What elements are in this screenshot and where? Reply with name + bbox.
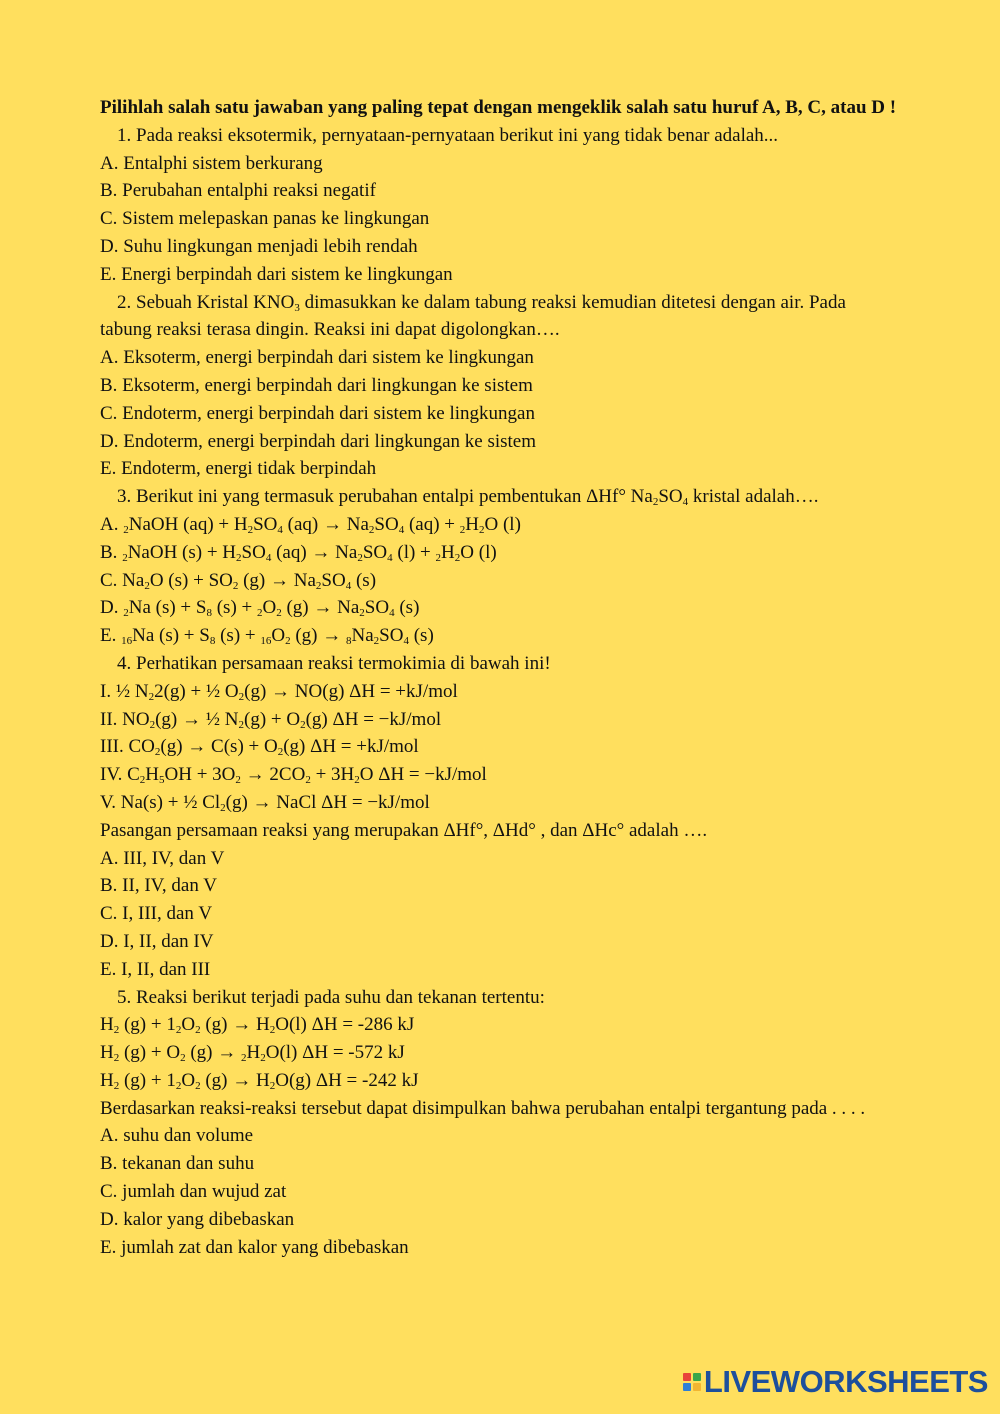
worksheet-page <box>100 94 900 1261</box>
q1-option-c[interactable]: C. Sistem melepaskan panas ke lingkungan <box>100 208 430 230</box>
q3-option-e[interactable]: E. $_{16}$Na $(s) + S_8$ $(s) + _{16}O_2$ $(g) \to _8Na_2SO_4$ (s) <box>100 625 434 648</box>
q2-option-a[interactable]: A. Eksoterm, energi berpindah dari sistem ke lingkungan <box>100 347 534 369</box>
q2-option-e[interactable]: E. Endoterm, energi tidak berpindah <box>100 458 377 480</box>
q3-option-c[interactable]: C. $Na_2O$ $(s) + SO_2$ $(g) \to Na_2SO_4$ (s) <box>100 569 377 592</box>
instruction-text: Pilihlah salah satu jawaban yang paling tepat dengan mengeklik salah satu huruf A, B, C, atau D ! <box>100 97 897 118</box>
question-2-stem: 2. Sebuah Kristal $KNO_3$ dimasukkan ke dalam tabung reaksi kemudian ditetesi dengan air. Pada tabung reaksi terasa dingin. Reaksi ini dapat digolongkan…. <box>100 291 846 341</box>
question-1-stem: 1. Pada reaksi eksotermik, pernyataan-pernyataan berikut ini yang tidak benar adalah... <box>117 124 779 146</box>
question-4-stem: 4. Perhatikan persamaan reaksi termokimia di bawah ini! <box>117 652 551 674</box>
q5-option-b[interactable]: B. tekanan dan suhu <box>100 1153 255 1175</box>
q4-reaction: III. $CO_2(g) \to C(s) + O_2(g) \Delta H = +kJ/mol$ <box>100 736 419 759</box>
q2-option-b[interactable]: B. Eksoterm, energi berpindah dari lingkungan ke sistem <box>100 374 533 396</box>
q5-reaction: $H_2$ $(g) + 1_2O_2$ $(g) \to H_2O(l) \Delta H = -286$ kJ <box>100 1014 415 1037</box>
q5-option-c[interactable]: C. jumlah dan wujud zat <box>100 1181 287 1203</box>
q5-option-d[interactable]: D. kalor yang dibebaskan <box>100 1208 295 1230</box>
q5-reaction: $H_2$ $(g) + O_2$ $(g) \to _2H_2O(l) \Delta H = -572$ kJ <box>100 1042 405 1065</box>
q1-option-e[interactable]: E. Energi berpindah dari sistem ke lingkungan <box>100 263 453 285</box>
q5-option-a[interactable]: A. suhu dan volume <box>100 1125 254 1147</box>
q2-option-c[interactable]: C. Endoterm, energi berpindah dari sistem ke lingkungan <box>100 402 535 424</box>
q3-option-d[interactable]: D. $_2$Na $(s) + S_8$ $(s) + _2O_2$ $(g) \to Na_2SO_4$ (s) <box>100 597 420 620</box>
q1-option-a[interactable]: A. Entalphi sistem berkurang <box>100 152 323 174</box>
q4-option-b[interactable]: B. II, IV, dan V <box>100 875 217 897</box>
liveworksheets-logo-icon <box>683 1373 701 1391</box>
q5-option-e[interactable]: E. jumlah zat dan kalor yang dibebaskan <box>100 1236 409 1258</box>
question-5-question: Berdasarkan reaksi-reaksi tersebut dapat disimpulkan bahwa perubahan entalpi tergantung pada . . . . <box>100 1097 866 1119</box>
question-3-stem: 3. Berikut ini yang termasuk perubahan entalpi pembentukan ΔHf° $Na_2SO_4$ kristal adalah…. <box>117 486 819 509</box>
q2-option-d[interactable]: D. Endoterm, energi berpindah dari lingkungan ke sistem <box>100 430 537 452</box>
q3-option-b[interactable]: B. $_2$NaOH $(s) + H_2SO_4$ $(aq) \to Na_2SO_4$ $(l) + _2H_2O$ (l) <box>100 541 497 564</box>
logo-text: LIVEWORKSHEETS <box>703 1364 988 1399</box>
q4-option-e[interactable]: E. I, II, dan III <box>100 958 211 980</box>
q1-option-b[interactable]: B. Perubahan entalphi reaksi negatif <box>100 180 376 202</box>
q3-option-a[interactable]: A. $_2$NaOH $(aq) + H_2SO_4$ $(aq) \to Na_2SO_4$ $(aq) + _2H_2O$ (l) <box>100 513 521 536</box>
q4-reaction: I. ½ $N_22(g)$ + ½ $O_2(g) \to NO(g) \Delta H = +kJ/mol$ <box>100 680 458 703</box>
q4-option-d[interactable]: D. I, II, dan IV <box>100 930 214 952</box>
q4-reaction: V. Na(s) + ½ $Cl_2(g)$ → NaCl ΔH = −kJ/mol <box>100 791 430 814</box>
q4-reaction: IV. $C_2H_5OH + 3O_2 \to 2CO_2 + 3H_2O$ ΔH = −kJ/mol <box>100 764 487 787</box>
q4-option-c[interactable]: C. I, III, dan V <box>100 903 213 925</box>
liveworksheets-logo <box>683 1364 988 1400</box>
question-4-question: Pasangan persamaan reaksi yang merupakan ΔHf°, ΔHd° , dan ΔHc° adalah …. <box>100 819 708 841</box>
q5-reaction: $H_2$ $(g) + 1_2O_2$ $(g) \to H_2O(g) \Delta H = -242$ kJ <box>100 1069 419 1092</box>
q4-option-a[interactable]: A. III, IV, dan V <box>100 847 225 869</box>
question-5-stem: 5. Reaksi berikut terjadi pada suhu dan tekanan tertentu: <box>117 986 545 1008</box>
q1-option-d[interactable]: D. Suhu lingkungan menjadi lebih rendah <box>100 235 418 257</box>
q4-reaction: II. $NO_2(g)$ → ½ $N_2(g) + O_2(g) \Delta H = -kJ/mol$ <box>100 708 442 731</box>
